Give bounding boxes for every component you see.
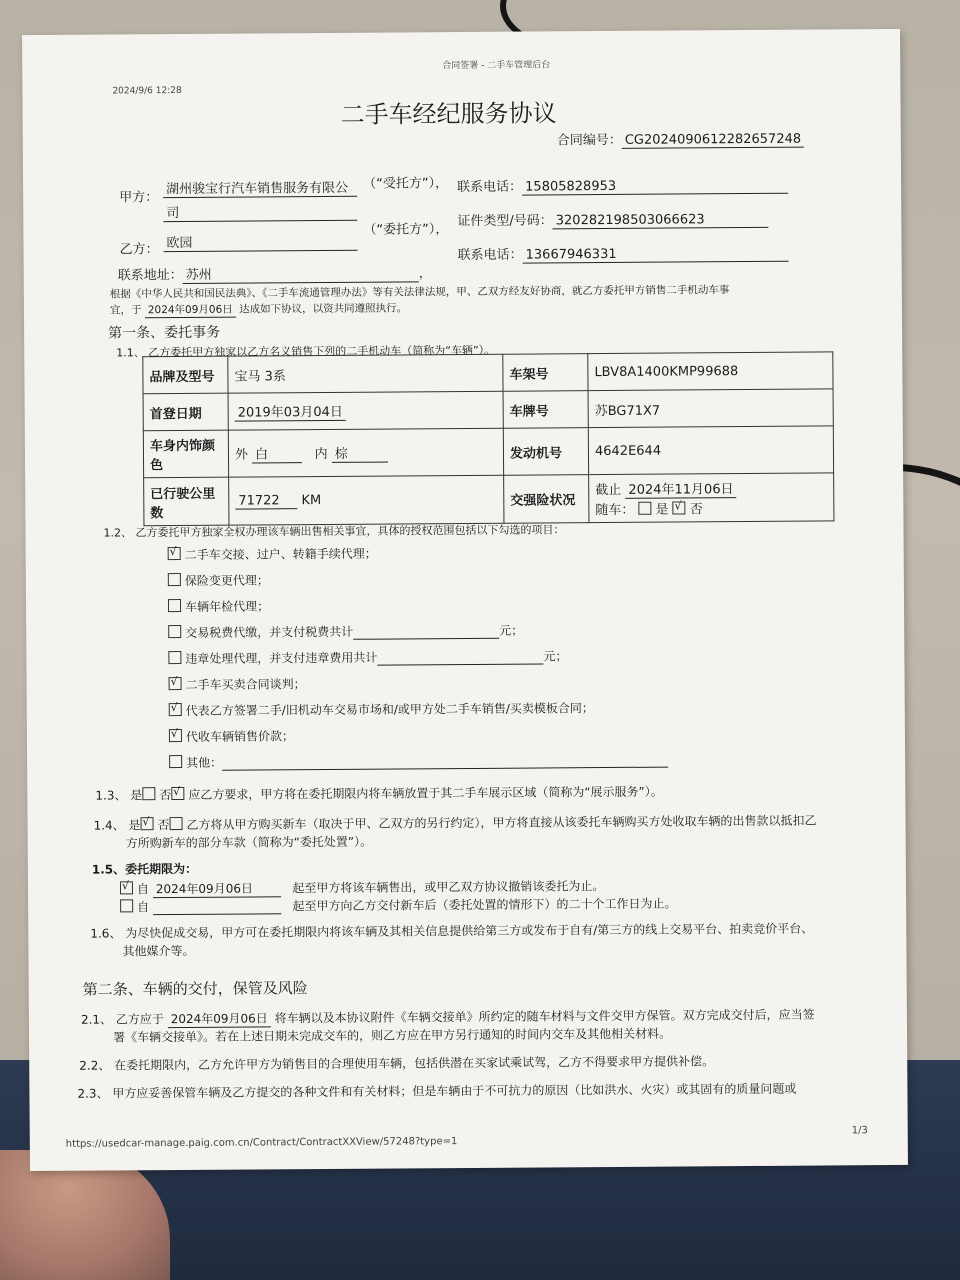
clause-2-1-cont: 署《车辆交接单》。若在上述日期未完成交车的，则乙方应在甲方另行通知的时间内交车及其他相关材料。 bbox=[112, 1026, 672, 1045]
auth-item-5: 违章处理代理，并支付违章费用共计 元； bbox=[168, 647, 567, 667]
page-title: 二手车经纪服务协议 bbox=[340, 99, 557, 129]
color-value: 外 白 内 棕 bbox=[228, 428, 503, 477]
plate-label: 车牌号 bbox=[503, 391, 588, 429]
party-a-name: 湖州骏宝行汽车销售服务有限公 bbox=[163, 177, 357, 198]
party-b-name: 欧园 bbox=[163, 231, 357, 252]
clause-2-1: 2.1、 乙方应于 2024年09月06日 将车辆以及本协议附件《车辆交接单》所约定的随车材料与文件交甲方保管。双方完成交付后，应当签 bbox=[80, 1007, 815, 1027]
clause-2-3: 2.3、 甲方应妥善保管车辆及乙方提交的各种文件和有关材料；但是车辆由于不可抗力的原因（比如洪水、火灾）或其固有的质量问题或 bbox=[77, 1081, 797, 1101]
brand-label: 品牌及型号 bbox=[143, 356, 228, 394]
term-option-2: 自 起至甲方向乙方交付新车后（委托处置的情形下）的二十个工作日为止。 bbox=[120, 895, 676, 916]
party-b-role: （“委托方”）， bbox=[363, 222, 449, 238]
clause-1-5-title: 1.5、委托期限为： bbox=[91, 861, 198, 877]
clause-1-2-title: 1.2、 乙方委托甲方独家全权办理该车辆出售相关事宜，具体的授权范围包括以下勾选的项目： bbox=[103, 523, 565, 540]
party-a-label: 甲方： bbox=[119, 190, 159, 206]
reg-date-label: 首登日期 bbox=[143, 393, 228, 431]
engine-value: 4642E644 bbox=[588, 426, 833, 475]
color-label: 车身内饰颜色 bbox=[143, 430, 228, 478]
mileage-label: 已行驶公里数 bbox=[144, 477, 229, 526]
vin-value: LBV8A1400KMP99688 bbox=[588, 352, 833, 391]
party-a-role: （“受托方”）， bbox=[363, 176, 449, 192]
mileage-value: 71722 KM bbox=[229, 475, 504, 525]
section1-title: 第一条、委托事务 bbox=[108, 324, 221, 342]
insurance-label: 交强险状况 bbox=[504, 475, 589, 524]
auth-item-4: 交易税费代缴，并支付税费共计 元； bbox=[168, 622, 523, 641]
auth-item-8: √代收车辆销售价款； bbox=[169, 727, 294, 745]
party-b-address: 联系地址： 苏州 ， bbox=[118, 262, 432, 284]
page-number: 1/3 bbox=[851, 1125, 868, 1137]
auth-item-3: 车辆年检代理； bbox=[168, 597, 269, 615]
clause-1-3: 1.3、 是 否√ 应乙方要求，甲方将在委托期限内将车辆放置于其二手车展示区域（简称为“展示服务”）。 bbox=[95, 783, 662, 804]
contract-page bbox=[22, 29, 908, 1171]
plate-value: 苏BG71X7 bbox=[588, 389, 833, 428]
clause-2-2: 2.2、 在委托期限内，乙方允许甲方为销售目的合理使用车辆，包括供潜在买家试乘试驾，乙方不得要求甲方提供补偿。 bbox=[79, 1054, 715, 1073]
section2-title: 第二条、车辆的交付，保管及风险 bbox=[82, 979, 308, 999]
clause-1-1: 1.1、 乙方委托甲方独家以乙方名义销售下列的二手机动车（简称为“车辆”）。 bbox=[116, 343, 496, 360]
insurance-value: 截止 2024年11月06日 随车： 是 √ 否 bbox=[589, 473, 834, 523]
vin-label: 车架号 bbox=[503, 354, 588, 392]
party-a-phone: 联系电话： 15805828953 bbox=[457, 174, 788, 196]
footer-url: https://usedcar-manage.paig.com.cn/Contract/ContractXXView/57248?type=1 bbox=[65, 1136, 458, 1150]
engine-label: 发动机号 bbox=[503, 428, 588, 476]
clause-1-6-cont: 其他媒介等。 bbox=[122, 943, 195, 959]
insurance-no-checkbox bbox=[673, 501, 686, 514]
clause-1-4-cont: 方所购新车的部分车款（简称为“委托处置”）。 bbox=[125, 834, 373, 851]
brand-value: 宝马 3系 bbox=[228, 354, 503, 393]
reg-date-value: 2019年03月04日 bbox=[228, 391, 503, 430]
party-b-id: 证件类型/号码： 320282198503066623 bbox=[457, 208, 769, 230]
auth-item-2: 保险变更代理； bbox=[168, 571, 269, 589]
auth-item-6: √二手车买卖合同谈判； bbox=[169, 675, 306, 693]
print-datetime: 2024/9/6 12:28 bbox=[112, 85, 182, 97]
auth-item-9: 其他： bbox=[169, 751, 668, 771]
print-site-title: 合同签署 - 二手车管理后台 bbox=[442, 60, 551, 72]
party-b-phone: 联系电话： 13667946331 bbox=[458, 242, 789, 264]
clause-1-4: 1.4、 是√ 否 乙方将从甲方购买新车（取决于甲、乙双方的另行约定），甲方将直接从该委托车辆购买方处收取车辆的出售款以抵扣乙 bbox=[94, 812, 817, 834]
clause-1-6: 1.6、 为尽快促成交易，甲方可在委托期限内将该车辆及其相关信息提供给第三方或发布于自有/第三方的线上交易平台、拍卖竞价平台、 bbox=[90, 921, 814, 941]
party-a-name-cont: 司 bbox=[163, 201, 357, 222]
term-option-1: √自 2024年09月06日 起至甲方将该车辆售出，或甲乙双方协议撤销该委托为止。 bbox=[120, 877, 604, 898]
intro-line1: 根据《中华人民共和国民法典》、《二手车流通管理办法》等有关法律法规，甲、乙双方经友好协商，就乙方委托甲方销售二手机动车事 bbox=[109, 284, 730, 301]
contract-number: 合同编号： CG2024090612282657248 bbox=[557, 128, 804, 150]
party-b-label: 乙方： bbox=[119, 242, 159, 258]
insurance-yes-checkbox bbox=[638, 502, 651, 515]
auth-item-7: √代表乙方签署二手/旧机动车交易市场和/或甲方处二手车销售/买卖模板合同； bbox=[169, 699, 594, 719]
vehicle-info-table bbox=[142, 351, 834, 526]
intro-line2: 宜，于 2024年09月06日 达成如下协议，以资共同遵照执行。 bbox=[109, 302, 408, 317]
auth-item-1: √二手车交接、过户、转籍手续代理； bbox=[168, 545, 377, 563]
